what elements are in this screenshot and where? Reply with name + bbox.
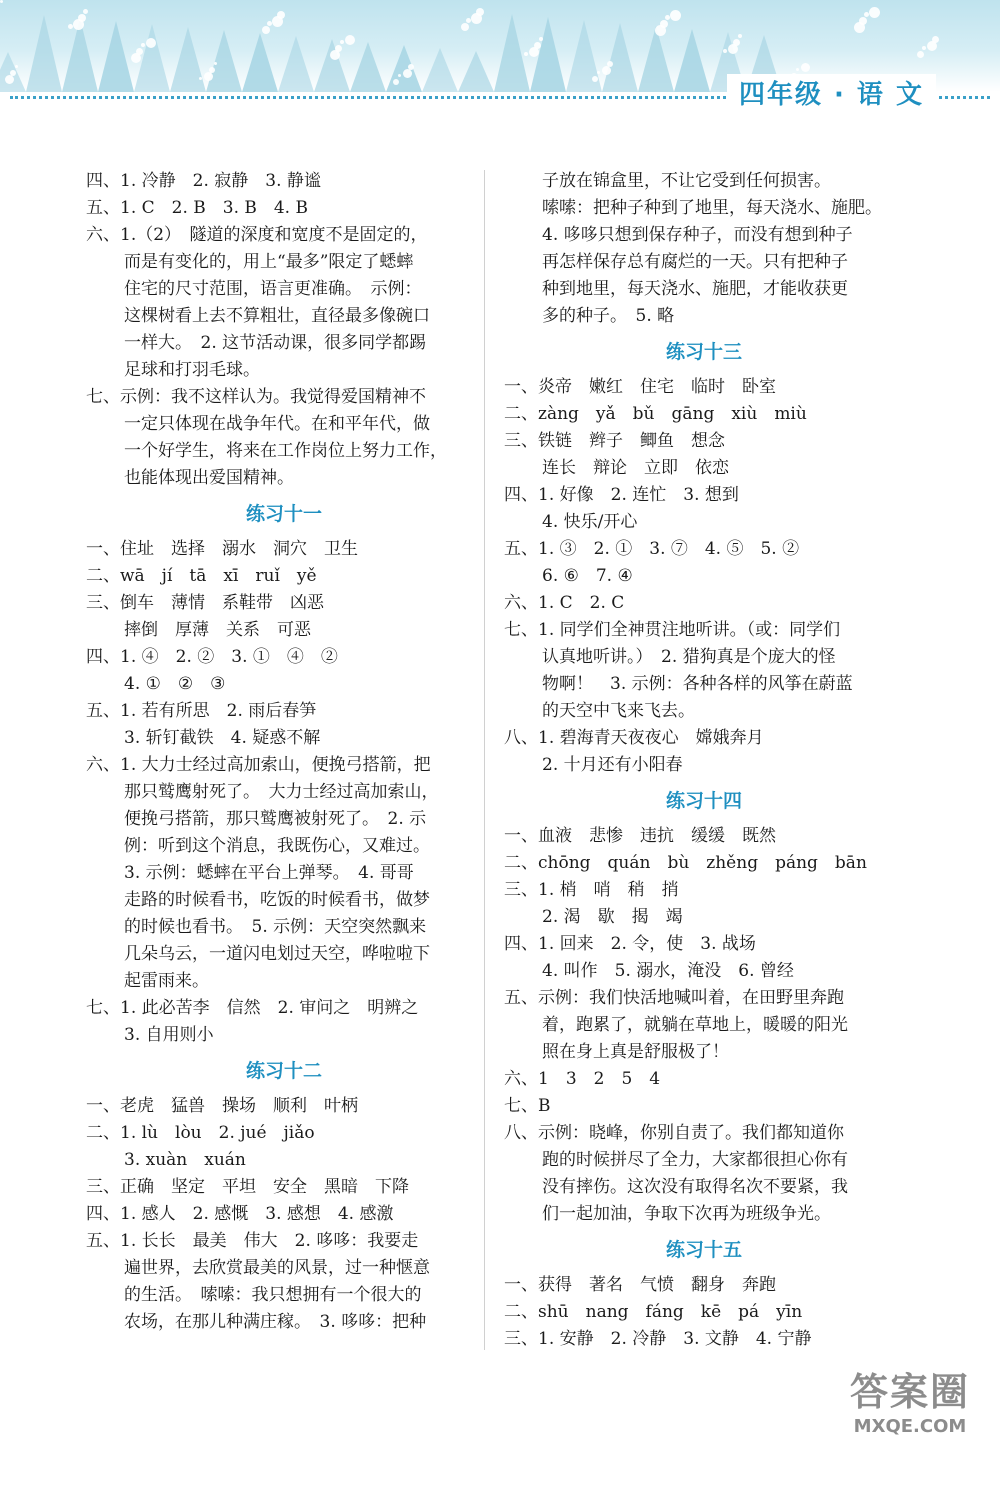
answer-line-continued: 那只鹫鹰射死了。 大力士经过高加索山， — [124, 782, 439, 802]
answer-line-continued: 3. 斩钉截铁 4. 疑惑不解 — [124, 728, 321, 748]
snowflake-decoration — [340, 40, 344, 44]
snowflake-decoration — [859, 17, 867, 25]
snowflake-decoration — [199, 77, 202, 80]
tree-decoration — [26, 15, 62, 92]
answer-line-continued: 子放在锦盒里，不让它受到任何损害。 — [542, 171, 831, 191]
answer-line-continued: 也能体现出爱国精神。 — [124, 468, 294, 488]
snowflake-decoration — [738, 34, 742, 38]
snowflake-decoration — [209, 67, 215, 73]
snowflake-decoration — [398, 74, 401, 77]
snowflake-decoration — [801, 63, 810, 72]
snowflake-decoration — [932, 36, 939, 43]
snowflake-decoration — [733, 39, 740, 46]
snowflake-decoration — [141, 43, 145, 47]
snowflake-decoration — [214, 62, 217, 65]
answer-line: 七、B — [504, 1096, 551, 1116]
answer-line: 三、1. 安静 2. 冷静 3. 文静 4. 宁静 — [504, 1329, 812, 1349]
answer-line: 六、1.（2） 隧道的深度和宽度不是固定的， — [86, 225, 428, 245]
answer-line: 五、示例：我们快活地喊叫着，在田野里奔跑 — [504, 988, 844, 1008]
answer-line: 七、1. 同学们全神贯注地听讲。（或：同学们 — [504, 620, 841, 640]
answer-line-continued: 一定只体现在战争年代。在和平年代，做 — [124, 414, 430, 434]
answer-line-continued: 农场，在那儿种满庄稼。 3. 哆哆：把种 — [124, 1312, 427, 1332]
answer-line-continued: 这棵树看上去不算粗壮，直径最多像碗口 — [124, 306, 430, 326]
snowflake-decoration — [592, 76, 598, 82]
answer-line-continued: 3. 示例：蟋蟀在平台上弹琴。 4. 哥哥 — [124, 863, 414, 883]
answer-line-continued: 足球和打羽毛球。 — [124, 360, 260, 380]
answer-line: 七、1. 此必苦李 信然 2. 审问之 明辨之 — [86, 998, 419, 1018]
tree-decoration — [422, 48, 458, 92]
tree-decoration — [314, 39, 350, 92]
snowflake-decoration — [10, 70, 16, 76]
answer-line-continued: 的时候也看书。 5. 示例：天空突然飘来 — [124, 917, 427, 937]
section-heading: 练习十四 — [665, 790, 742, 812]
column-divider — [484, 170, 485, 1350]
answer-line-continued: 一个好学生，将来在工作岗位上努力工作， — [124, 441, 447, 461]
answer-line-continued: 3. xuàn xuán — [124, 1150, 246, 1170]
answer-line-continued: 没有摔伤。这次没有取得名次不要紧，我 — [542, 1177, 848, 1197]
snowflake-decoration — [335, 45, 342, 52]
answer-line: 四、1. 感人 2. 感慨 3. 感想 4. 感激 — [86, 1204, 394, 1224]
answer-line-continued: 多的种子。 5. 略 — [542, 306, 675, 326]
answer-line: 四、1. ④ 2. ② 3. ① ④ ② — [86, 647, 338, 667]
answer-line: 五、1. 长长 最美 伟大 2. 哆哆：我要走 — [86, 1231, 419, 1251]
snowflake-decoration — [723, 49, 727, 53]
snowflake-decoration — [146, 38, 156, 48]
tree-decoration — [350, 42, 386, 92]
watermark-bottom: MXQE.COM — [853, 1416, 967, 1437]
answer-line-continued: 3. 自用则小 — [124, 1025, 214, 1045]
snowflake-decoration — [262, 26, 270, 34]
answer-line-continued: 着，跑累了，就躺在草地上，暖暖的阳光 — [542, 1015, 848, 1035]
answer-line-continued: 4. ① ② ③ — [124, 674, 226, 694]
answer-line: 三、倒车 薄情 系鞋带 凶恶 — [86, 593, 324, 613]
answer-line-continued: 跑的时候拼尽了全力，大家都很担心你有 — [542, 1150, 848, 1170]
snowflake-decoration — [917, 51, 924, 58]
answer-line-continued: 6. ⑥ 7. ④ — [542, 566, 633, 586]
answer-line-continued: 照在身上真是舒服极了！ — [542, 1042, 729, 1062]
answer-line: 一、血液 悲惨 违抗 缓缓 既然 — [504, 826, 776, 846]
answer-line-continued: 便挽弓搭箭，那只鹫鹰被射死了。 2. 示 — [124, 809, 427, 829]
section-heading: 练习十一 — [245, 503, 322, 525]
snowflake-decoration — [602, 66, 611, 75]
answer-line-continued: 4. 快乐/开心 — [542, 512, 638, 532]
answer-line-continued: 2. 十月还有小阳春 — [542, 755, 683, 775]
answer-line: 六、1. C 2. C — [504, 593, 625, 613]
answer-line-continued: 再怎样保存总有腐烂的一天。只有把种子 — [542, 252, 848, 272]
answer-line-continued: 几朵乌云，一道闪电划过天空，哗啦啦下 — [124, 944, 430, 964]
answer-line: 二、wā jí tā xī ruǐ yě — [86, 566, 317, 586]
snowflake-decoration — [476, 8, 484, 16]
snowflake-decoration — [15, 65, 18, 68]
answer-line: 四、1. 好像 2. 连忙 3. 想到 — [504, 485, 739, 505]
watermark-logo — [840, 1361, 980, 1471]
answer-line: 一、住址 选择 溺水 洞穴 卫生 — [86, 539, 358, 559]
answer-line-continued: 而是有变化的，用上“最多”限定了蟋蟀 — [124, 252, 414, 272]
section-heading: 练习十五 — [665, 1239, 742, 1261]
snowflake-decoration — [869, 7, 880, 18]
answer-line: 七、示例：我不这样认为。我觉得爱国精神不 — [86, 387, 426, 407]
answer-line: 一、老虎 猛兽 操场 顺利 叶柄 — [86, 1096, 358, 1116]
answer-line-continued: 一样大。 2. 这节活动课，很多同学都踢 — [124, 333, 427, 353]
answer-line-continued: 住宅的尺寸范围，语言更准确。 示例： — [124, 279, 422, 299]
answer-line: 一、获得 著名 气愤 翻身 奔跑 — [504, 1275, 776, 1295]
answer-line: 二、shū nang fáng kē pá yīn — [504, 1302, 803, 1322]
snowflake-decoration — [660, 20, 668, 28]
answer-line: 四、1. 冷静 2. 寂静 3. 静谧 — [86, 171, 321, 191]
snowflake-decoration — [5, 75, 14, 84]
snowflake-decoration — [403, 69, 412, 78]
section-heading: 练习十三 — [665, 341, 742, 363]
snowflake-decoration — [408, 64, 414, 70]
answer-line: 二、1. lù lòu 2. jué jiǎo — [86, 1123, 315, 1143]
snowflake-decoration — [204, 72, 213, 81]
snowflake-decoration — [136, 48, 143, 55]
answer-line: 八、1. 碧海青天夜夜心 嫦娥奔月 — [504, 728, 764, 748]
answer-line: 八、示例：晓峰，你别自责了。我们都知道你 — [504, 1123, 844, 1143]
tree-decoration — [638, 26, 674, 92]
answer-line-continued: 起雷雨来。 — [124, 971, 209, 991]
answer-line-continued: 的生活。 嗦嗦：我只想拥有一个很大的 — [124, 1285, 422, 1305]
snowflake-decoration — [0, 0, 3, 3]
answer-line: 三、铁链 辫子 鲫鱼 想念 — [504, 431, 725, 451]
tree-decoration — [602, 23, 638, 92]
answer-line: 二、chōng quán bù zhěng páng bān — [504, 853, 867, 873]
answer-line: 二、zàng yǎ bǔ gāng xiù miù — [504, 404, 807, 424]
answer-line-continued: 的天空中飞来飞去。 — [542, 701, 695, 721]
tree-decoration — [206, 30, 242, 92]
answer-line-continued: 4. 叫作 5. 溺水，淹没 6. 曾经 — [542, 961, 794, 981]
snowflake-decoration — [393, 79, 399, 85]
answer-line: 六、1. 大力士经过高加索山，便挽弓搭箭，把 — [86, 755, 431, 775]
snowflake-decoration — [607, 61, 613, 67]
answer-line-continued: 2. 渴 歇 揭 竭 — [542, 907, 683, 927]
snowflake-decoration — [277, 11, 285, 19]
answer-line: 五、1. C 2. B 3. B 4. B — [86, 198, 308, 218]
answer-line-continued: 种到地里，每天浇水、施肥，才能收获更 — [542, 279, 848, 299]
answer-line-continued: 嗦嗦：把种子种到了地里，每天浇水、施肥。 — [542, 198, 882, 218]
answer-line-continued: 摔倒 厚薄 关系 可恶 — [124, 620, 311, 640]
page-header-title: 四年级 · 语 文 — [727, 74, 936, 111]
answer-line-continued: 们一起加油，争取下次再为班级争光。 — [542, 1204, 831, 1224]
snowflake-decoration — [345, 35, 355, 45]
section-heading: 练习十二 — [245, 1060, 322, 1082]
snowflake-decoration — [597, 71, 600, 74]
snowflake-decoration — [78, 14, 86, 22]
tree-decoration — [98, 21, 134, 92]
snowflake-decoration — [524, 52, 528, 56]
answer-line-continued: 物啊！ 3. 示例：各种各样的风筝在蔚蓝 — [542, 674, 853, 694]
watermark-top: 答案圈 — [849, 1370, 970, 1414]
answer-line-continued: 4. 哆哆只想到保存种子，而没有想到种子 — [542, 225, 853, 245]
answer-line-continued: 连长 辩论 立即 依恋 — [542, 458, 729, 478]
answer-line: 五、1. 若有所思 2. 雨后春笋 — [86, 701, 317, 721]
snowflake-decoration — [670, 10, 681, 21]
answer-line-continued: 遍世界，去欣赏最美的风景，过一种惬意 — [124, 1258, 430, 1278]
answer-line: 一、炎帝 嫩红 住宅 临时 卧室 — [504, 377, 776, 397]
tree-decoration — [458, 51, 494, 92]
answer-line: 四、1. 回来 2. 令，使 3. 战场 — [504, 934, 756, 954]
answer-line: 三、正确 坚定 平坦 安全 黑暗 下降 — [86, 1177, 409, 1197]
tree-decoration — [170, 27, 206, 92]
answer-line: 三、1. 梢 哨 稍 捎 — [504, 880, 679, 900]
answer-line: 五、1. ③ 2. ① 3. ⑦ 4. ⑤ 5. ② — [504, 539, 800, 559]
snowflake-decoration — [796, 68, 799, 71]
tree-decoration — [278, 36, 314, 92]
snowflake-decoration — [534, 42, 541, 49]
snowflake-decoration — [922, 46, 926, 50]
right-column — [504, 168, 904, 1353]
snowflake-decoration — [539, 37, 543, 41]
answer-line-continued: 例：听到这个消息，我既伤心，又难过。 — [124, 836, 430, 856]
tree-decoration — [674, 29, 710, 92]
answer-line-continued: 认真地听讲。） 2. 猎狗真是个庞大的怪 — [542, 647, 836, 667]
answer-line-continued: 走路的时候看书，吃饭的时候看书，做梦 — [124, 890, 430, 910]
tree-decoration — [242, 33, 278, 92]
tree-decoration — [386, 45, 422, 92]
answer-line: 六、1 3 2 5 4 — [504, 1069, 661, 1089]
snowflake-decoration — [83, 9, 88, 14]
snowflake-decoration — [461, 23, 469, 31]
left-column — [86, 168, 482, 1336]
